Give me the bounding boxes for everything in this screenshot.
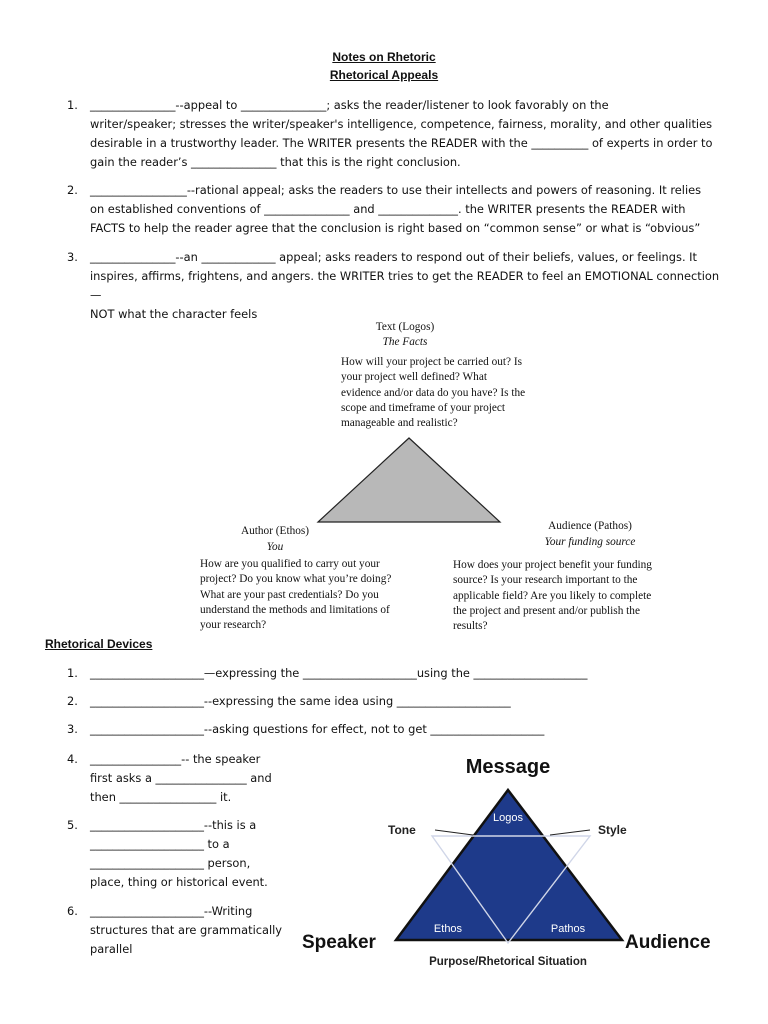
appeal-number: 1. xyxy=(67,98,78,112)
logos-label: Text (Logos) xyxy=(375,321,435,333)
pathos-questions: How does your project benefit your funding source? Is your research important to the applicable field? Are you likely to complete the project and present and/or publish the results? xyxy=(453,559,652,633)
purpose-label: Purpose/Rhetorical Situation xyxy=(429,956,587,968)
page-subtitle: Rhetorical Appeals xyxy=(329,68,439,82)
audience-label: Audience xyxy=(625,932,711,953)
logos-corner-label: Logos xyxy=(493,812,523,824)
logos-sublabel: The Facts xyxy=(382,336,428,348)
message-diagram xyxy=(300,748,740,973)
device-number: 4. xyxy=(67,752,78,766)
tone-label: Tone xyxy=(388,823,416,837)
pathos-corner-label: Pathos xyxy=(550,923,586,935)
device-item: ____________________--asking questions for effect, not to get ____________________ xyxy=(90,722,545,736)
appeal-logos-text: _________________--rational appeal; asks the readers to use their intellects and powers of reasoning. It relies on established conventions of _______________ and ______________. the WRITER presents the READER with FACTS to help the reader agree that the conclusion is right based on “common sense” or what is “obvious” xyxy=(90,183,702,235)
page-title: Notes on Rhetoric xyxy=(332,50,436,64)
device-number: 6. xyxy=(67,904,78,918)
appeal-number: 3. xyxy=(67,250,78,264)
device-number: 1. xyxy=(67,666,78,680)
appeal-number: 2. xyxy=(67,183,78,197)
rhetorical-triangle-shape xyxy=(300,430,520,530)
logos-questions: How will your project be carried out? Is your project well defined? What evidence and/or data do you have? Is the scope and timeframe of your project manageable and realistic? xyxy=(341,356,526,430)
ethos-sublabel: You xyxy=(266,541,284,553)
devices-heading: Rhetorical Devices xyxy=(45,637,153,651)
device-item: ________________-- the speaker first asks a ________________ and then _________________ it. xyxy=(90,752,272,804)
message-label: Message xyxy=(465,756,551,778)
device-number: 3. xyxy=(67,722,78,736)
speaker-label: Speaker xyxy=(302,932,376,953)
style-pointer xyxy=(550,830,590,835)
device-number: 5. xyxy=(67,818,78,832)
pathos-sublabel: Your funding source xyxy=(544,536,636,548)
style-label: Style xyxy=(598,823,627,837)
ethos-corner-label: Ethos xyxy=(433,923,463,935)
appeal-ethos-text: _______________--appeal to _______________; asks the reader/listener to look favorably on the writer/speaker; stresses the writer/speaker's intelligence, competence, fairness, morality, and other qualities desirable in a trustworthy leader. The WRITER presents the READER with the __________ of experts in order to gain the reader’s _______________ that this is the right conclusion. xyxy=(90,98,713,169)
device-item: ____________________--this is a ____________________ to a ____________________ person, place, thing or historical event. xyxy=(90,818,268,889)
device-item: ____________________--expressing the same idea using ____________________ xyxy=(90,694,511,708)
ethos-questions: How are you qualified to carry out your project? Do you know what you’re doing? What are your past credentials? Do you understand the methods and limitations of your research? xyxy=(200,558,392,632)
device-number: 2. xyxy=(67,694,78,708)
appeal-pathos-text: _______________--an _____________ appeal; asks readers to respond out of their beliefs, values, or feelings. It inspires, affirms, frightens, and angers. the WRITER tries to get the READER to feel an EMOTIONAL connection— NOT what the character feels xyxy=(90,250,720,321)
device-item: ____________________—expressing the ____________________using the ____________________ xyxy=(90,666,588,680)
device-item: ____________________--Writing structures that are grammatically parallel xyxy=(90,904,283,956)
tone-pointer xyxy=(435,830,473,835)
pathos-label: Audience (Pathos) xyxy=(548,520,632,532)
ethos-label: Author (Ethos) xyxy=(240,525,310,537)
